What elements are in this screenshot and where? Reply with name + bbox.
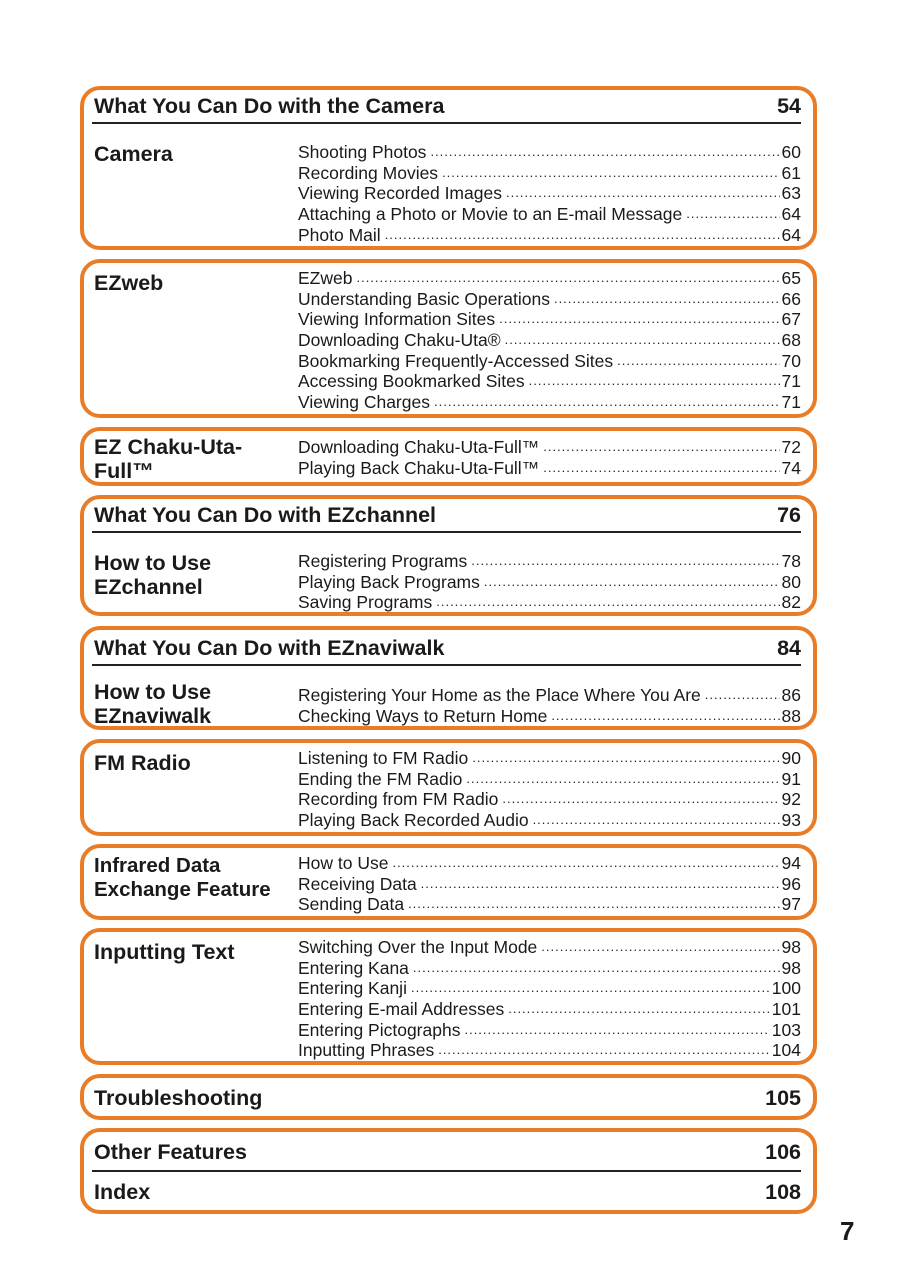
entry-label: Entering Kanji — [298, 978, 407, 999]
leader-dots — [498, 789, 779, 810]
entry-label: Saving Programs — [298, 592, 433, 613]
entry-label: Shooting Photos — [298, 142, 427, 162]
leader-dots — [409, 958, 780, 979]
toc-box-inputting-text — [80, 928, 817, 1065]
header-title: What You Can Do with the Camera — [94, 94, 445, 118]
entry-page: 63 — [781, 183, 801, 204]
entry-label: Viewing Information Sites — [298, 309, 496, 330]
entry-label: Recording from FM Radio — [298, 789, 499, 810]
toc-box-camera — [80, 86, 817, 250]
entry-list — [298, 142, 801, 245]
toc-box-troubleshooting — [80, 1074, 817, 1120]
entry-page: 91 — [781, 768, 801, 789]
entry-page: 61 — [781, 162, 801, 183]
entry-label: Understanding Basic Operations — [298, 288, 550, 309]
leader-dots — [432, 592, 779, 613]
toc-box-chaku-uta-full — [80, 427, 817, 486]
entry-label: Sending Data — [298, 894, 405, 915]
section-title-line2: EZchannel — [94, 575, 203, 599]
leader-dots — [480, 572, 780, 593]
toc-box-other — [80, 1128, 817, 1214]
toc-entry[interactable] — [298, 268, 801, 289]
toc-entry[interactable] — [298, 748, 801, 769]
entry-label: Viewing Recorded Images — [298, 183, 502, 204]
leader-dots — [701, 685, 780, 706]
page-number: 7 — [840, 1216, 855, 1246]
entry-list — [298, 437, 801, 478]
entry-title: Index — [94, 1180, 151, 1204]
entry-page: 104 — [771, 1040, 801, 1061]
toc-box-eznaviwalk — [80, 626, 817, 730]
entry-label: Receiving Data — [298, 873, 417, 894]
leader-dots — [388, 853, 779, 874]
entry-list — [298, 748, 801, 831]
entry-page: 98 — [781, 957, 801, 978]
leader-dots — [468, 748, 779, 769]
toc-entry[interactable] — [298, 330, 801, 351]
entry-page: 98 — [781, 937, 801, 957]
entry-page: 80 — [781, 571, 801, 592]
leader-dots — [547, 706, 779, 727]
leader-dots — [462, 769, 779, 790]
leader-dots — [467, 551, 779, 572]
toc-entry[interactable] — [298, 592, 801, 613]
toc-entry[interactable] — [298, 706, 801, 727]
toc-entry[interactable] — [298, 142, 801, 163]
entry-label: Playing Back Recorded Audio — [298, 810, 529, 831]
entry-list — [298, 937, 801, 1061]
entry-page: 105 — [765, 1086, 801, 1110]
entry-page: 74 — [781, 457, 801, 478]
entry-label: Checking Ways to Return Home — [298, 705, 548, 726]
section-title — [94, 680, 294, 728]
entry-label: How to Use — [298, 853, 389, 873]
toc-header-camera — [92, 96, 801, 124]
leader-dots — [504, 999, 770, 1020]
entry-label: Inputting Phrases — [298, 1040, 435, 1061]
entry-label: Registering Your Home as the Place Where You Are — [298, 685, 701, 705]
entry-label: Entering E-mail Addresses — [298, 999, 505, 1020]
leader-dots — [381, 225, 780, 246]
entry-list — [298, 853, 801, 915]
entry-label: Recording Movies — [298, 162, 439, 183]
section-title — [94, 435, 294, 483]
toc-entry[interactable] — [298, 551, 801, 572]
toc-entry[interactable] — [298, 999, 801, 1020]
toc-entry[interactable] — [298, 289, 801, 310]
toc-entry[interactable] — [298, 894, 801, 915]
leader-dots — [682, 204, 779, 225]
toc-entry[interactable] — [298, 183, 801, 204]
toc-entry[interactable] — [298, 789, 801, 810]
entry-label: Playing Back Chaku-Uta-Full™ — [298, 457, 540, 478]
entry-label: EZweb — [298, 268, 353, 288]
toc-entry[interactable] — [298, 1040, 801, 1061]
toc-entry[interactable] — [298, 572, 801, 593]
toc-entry[interactable] — [298, 309, 801, 330]
toc-box-ezweb — [80, 259, 817, 418]
entry-page: 66 — [781, 288, 801, 309]
entry-page: 97 — [781, 894, 801, 915]
header-title: What You Can Do with EZnaviwalk — [94, 636, 445, 660]
toc-header-eznaviwalk — [92, 638, 801, 666]
section-title-line1: How to Use — [94, 680, 212, 704]
toc-entry[interactable] — [298, 853, 801, 874]
leader-dots — [438, 163, 779, 184]
leader-dots — [525, 371, 780, 392]
leader-dots — [613, 351, 779, 372]
toc-entry[interactable] — [298, 392, 801, 413]
section-title: Inputting Text — [94, 940, 235, 964]
entry-page: 64 — [781, 224, 801, 245]
toc-entry[interactable] — [298, 685, 801, 706]
entry-page: 94 — [781, 853, 801, 873]
entry-label: Downloading Chaku-Uta® — [298, 330, 501, 351]
section-title-line1: How to Use — [94, 551, 212, 575]
entry-page: 64 — [781, 204, 801, 225]
leader-dots — [352, 268, 779, 289]
entry-page: 72 — [781, 437, 801, 457]
header-title: What You Can Do with EZchannel — [94, 503, 437, 527]
leader-dots — [434, 1040, 770, 1061]
divider — [92, 1170, 801, 1172]
entry-label: Ending the FM Radio — [298, 768, 463, 789]
leader-dots — [460, 1020, 769, 1041]
toc-entry-troubleshooting[interactable] — [94, 1086, 801, 1111]
section-title-line2: Exchange Feature — [94, 878, 271, 901]
entry-label: Switching Over the Input Mode — [298, 937, 538, 957]
entry-label: Entering Kana — [298, 957, 409, 978]
leader-dots — [430, 392, 780, 413]
entry-title: Other Features — [94, 1140, 247, 1164]
entry-page: 96 — [781, 873, 801, 894]
entry-page: 106 — [765, 1140, 801, 1164]
entry-page: 103 — [771, 1019, 801, 1040]
entry-page: 65 — [781, 268, 801, 288]
leader-dots — [537, 937, 779, 958]
toc-entry[interactable] — [298, 810, 801, 831]
entry-label: Playing Back Programs — [298, 571, 480, 592]
section-title — [94, 854, 294, 902]
toc-entry[interactable] — [298, 204, 801, 225]
section-title-line2: Full™ — [94, 459, 154, 483]
toc-entry[interactable] — [298, 225, 801, 246]
toc-entry-other-features[interactable] — [94, 1140, 801, 1165]
entry-page: 93 — [781, 810, 801, 831]
entry-label: Accessing Bookmarked Sites — [298, 371, 525, 392]
leader-dots — [407, 978, 770, 999]
entry-label: Viewing Charges — [298, 392, 430, 413]
header-page: 76 — [777, 503, 801, 527]
toc-entry[interactable] — [298, 458, 801, 479]
entry-label: Photo Mail — [298, 224, 381, 245]
header-page: 84 — [777, 636, 801, 660]
entry-page: 108 — [765, 1180, 801, 1204]
toc-entry[interactable] — [298, 937, 801, 958]
leader-dots — [529, 810, 780, 831]
toc-entry[interactable] — [298, 1020, 801, 1041]
section-title: EZweb — [94, 271, 164, 295]
leader-dots — [550, 289, 780, 310]
entry-label: Downloading Chaku-Uta-Full™ — [298, 437, 540, 457]
entry-page: 71 — [781, 392, 801, 413]
entry-page: 88 — [781, 705, 801, 726]
section-title: Camera — [94, 142, 173, 166]
toc-entry[interactable] — [298, 874, 801, 895]
entry-page: 92 — [781, 789, 801, 810]
entry-label: Bookmarking Frequently-Accessed Sites — [298, 350, 614, 371]
entry-page: 78 — [781, 551, 801, 571]
toc-box-ezchannel — [80, 495, 817, 616]
entry-page: 86 — [781, 685, 801, 705]
section-title: FM Radio — [94, 751, 191, 775]
leader-dots — [417, 874, 780, 895]
entry-page: 68 — [781, 330, 801, 351]
entry-label: Attaching a Photo or Movie to an E-mail Message — [298, 204, 683, 225]
entry-page: 101 — [771, 999, 801, 1020]
header-page: 54 — [777, 94, 801, 118]
leader-dots — [426, 142, 779, 163]
leader-dots — [404, 894, 779, 915]
toc-entry[interactable] — [298, 163, 801, 184]
entry-label: Listening to FM Radio — [298, 748, 469, 768]
toc-entry-index[interactable] — [94, 1180, 801, 1205]
entry-list — [298, 551, 801, 613]
entry-page: 70 — [781, 350, 801, 371]
entry-page: 71 — [781, 371, 801, 392]
leader-dots — [539, 437, 779, 458]
entry-list — [298, 268, 801, 413]
entry-label: Entering Pictographs — [298, 1019, 461, 1040]
toc-entry[interactable] — [298, 371, 801, 392]
section-title-line2: EZnaviwalk — [94, 704, 212, 728]
section-title-line1: EZ Chaku-Uta- — [94, 435, 243, 459]
entry-list — [298, 685, 801, 726]
leader-dots — [501, 330, 780, 351]
entry-page: 60 — [781, 142, 801, 162]
entry-page: 100 — [771, 978, 801, 999]
entry-label: Registering Programs — [298, 551, 468, 571]
toc-box-infrared — [80, 844, 817, 920]
entry-page: 90 — [781, 748, 801, 768]
toc-box-fm-radio — [80, 739, 817, 836]
toc-entry[interactable] — [298, 437, 801, 458]
section-title — [94, 551, 294, 599]
leader-dots — [502, 183, 780, 204]
toc-header-ezchannel — [92, 505, 801, 533]
toc-entry[interactable] — [298, 978, 801, 999]
section-title-line1: Infrared Data — [94, 854, 221, 877]
entry-title: Troubleshooting — [94, 1086, 263, 1110]
leader-dots — [495, 309, 779, 330]
toc-entry[interactable] — [298, 351, 801, 372]
entry-page: 67 — [781, 309, 801, 330]
toc-entry[interactable] — [298, 769, 801, 790]
leader-dots — [539, 458, 779, 479]
entry-page: 82 — [781, 592, 801, 613]
toc-entry[interactable] — [298, 958, 801, 979]
